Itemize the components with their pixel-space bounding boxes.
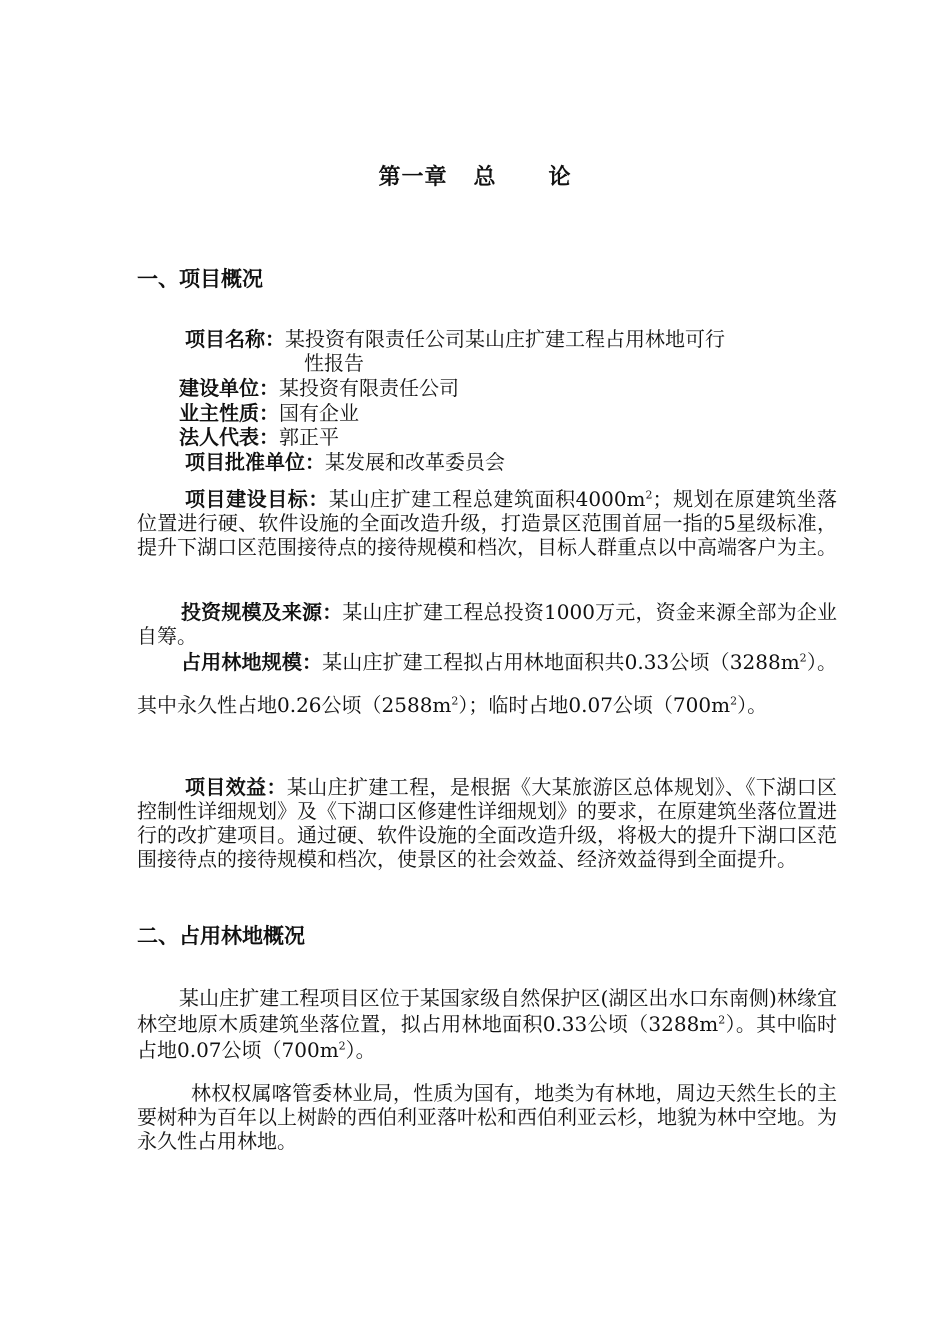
goal-superscript: 2 (645, 488, 653, 502)
chapter-title-word-1: 总 (473, 165, 497, 190)
chapter-title (0, 160, 950, 191)
land-text-2: ）。其中永久性占地0.26公顷（2588m (137, 650, 837, 717)
chapter-title-word-2: 论 (548, 165, 572, 190)
section-2-para1-superscript-1: 2 (718, 1013, 726, 1027)
goal-text-1: 某山庄扩建工程总建筑面积4000m (328, 487, 646, 511)
goal-label: 项目建设目标： (185, 487, 329, 511)
project-name-label: 项目名称： (185, 327, 285, 351)
builder-row (179, 376, 459, 400)
chapter-number: 第一章 (378, 165, 448, 190)
land-text-3: ）；临时占地0.07公顷（700m (458, 693, 731, 717)
land-scale-label: 占用林地规模： (181, 650, 323, 674)
section-2-paragraph-1 (137, 985, 837, 1063)
section-2-heading: 二、占用林地概况 (137, 924, 305, 948)
builder-value: 某投资有限责任公司 (279, 376, 459, 400)
project-name-value-line1: 某投资有限责任公司某山庄扩建工程占用林地可行 (285, 327, 725, 351)
benefit-label: 项目效益： (185, 775, 287, 799)
land-superscript-1: 2 (799, 651, 807, 665)
legal-rep-row (179, 425, 339, 449)
owner-label: 业主性质： (179, 401, 279, 425)
section-2-paragraph-2: 林权权属喀管委林业局，性质为国有，地类为有林地，周边天然生长的主要树种为百年以上树龄的西伯利亚落叶松和西伯利亚云杉，地貌为林中空地。为永久性占用林地。 (137, 1081, 837, 1153)
goal-paragraph (137, 487, 837, 559)
benefit-paragraph (137, 775, 837, 871)
section-1-heading: 一、项目概况 (137, 267, 263, 291)
section-2-para1-superscript-2: 2 (338, 1039, 346, 1053)
section-2-para1-text-1: 某山庄扩建工程项目区位于某国家级自然保护区(湖区出水口东南侧)林缘宜林空地原木质建筑坐落位置，拟占用林地面积0.33公顷（3288m (137, 986, 837, 1036)
approval-label: 项目批准单位： (185, 450, 325, 474)
owner-value: 国有企业 (279, 401, 359, 425)
land-superscript-2: 2 (451, 694, 459, 708)
section-2-para1-text-2: ）。其中临时占地0.07公顷（700m (137, 1012, 838, 1062)
land-scale-paragraph (137, 641, 837, 727)
land-text-1: 某山庄扩建工程拟占用林地面积共0.33公顷（3288m (322, 650, 800, 674)
project-name-continued (304, 351, 364, 375)
investment-text: 某山庄扩建工程总投资1000万元，资金来源全部为企业自筹。 (137, 600, 837, 648)
legal-rep-label: 法人代表： (179, 425, 279, 449)
benefit-text: 某山庄扩建工程，是根据《大某旅游区总体规划》、《下湖口区控制性详细规划》及《下湖口区修建性详细规划》的要求，在原建筑坐落位置进行的改扩建项目。通过硬、软件设施的全面改造升级，将极大的提升下湖口区范围接待点的接待规模和档次，使景区的社会效益、经济效益得到全面提升。 (137, 775, 837, 871)
section-2-para1-text-3: ）。 (345, 1038, 376, 1062)
land-superscript-3: 2 (730, 694, 738, 708)
approval-value: 某发展和改革委员会 (325, 450, 505, 474)
land-text-4: ）。 (737, 693, 768, 717)
approval-row (185, 450, 505, 474)
builder-label: 建设单位： (179, 376, 279, 400)
goal-text-2: ；规划在原建筑坐落位置进行硬、软件设施的全面改造升级，打造景区范围首屈一指的5星级标准，提升下湖口区范围接待点的接待规模和档次，目标人群重点以中高端客户为主。 (137, 487, 837, 559)
project-name-value-line2: 性报告 (304, 351, 364, 375)
investment-label: 投资规模及来源： (181, 600, 343, 624)
owner-row (179, 401, 359, 425)
legal-rep-value: 郭正平 (279, 425, 339, 449)
project-name (185, 327, 725, 351)
